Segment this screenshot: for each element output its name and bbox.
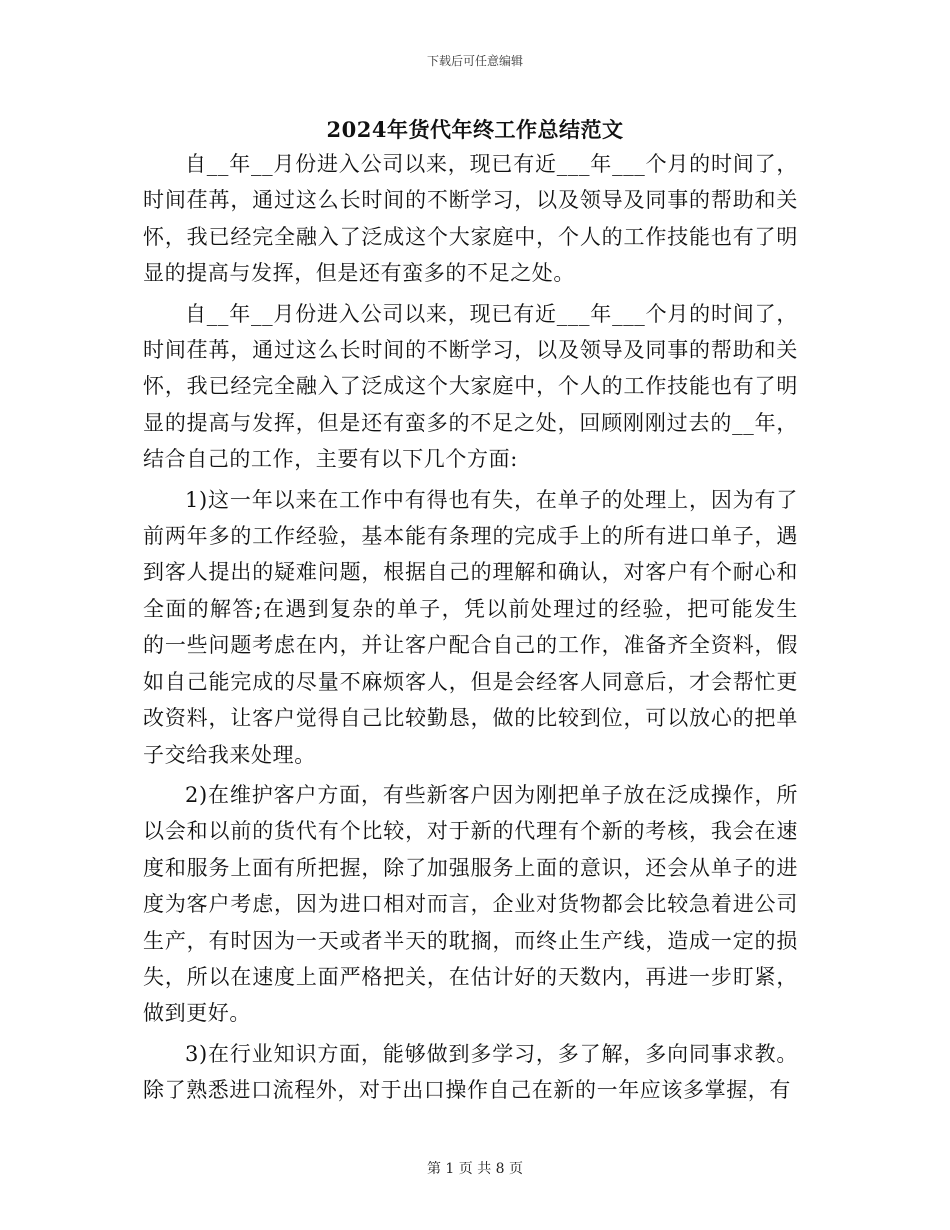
document-title: 2024年货代年终工作总结范文	[326, 117, 624, 142]
paragraph-5: 3)在行业知识方面，能够做到多学习，多了解，多向同事求教。除了熟悉进口流程外，对于出口操作自己在新的一年应该多掌握，有	[143, 1041, 798, 1103]
paragraph-4: 2)在维护客户方面，有些新客户因为刚把单子放在泛成操作，所以会和以前的货代有个比较，对于新的代理有个新的考核，我会在速度和服务上面有所把握，除了加强服务上面的意识，还会从单子的进度为客户考虑，因为进口相对而言，企业对货物都会比较急着进公司生产，有时因为一天或者半天的耽搁，而终止生产线，造成一定的损失，所以在速度上面严格把关，在估计好的天数内，再进一步盯紧，做到更好。	[143, 782, 798, 1026]
paragraph-3: 1)这一年以来在工作中有得也有失，在单子的处理上，因为有了前两年多的工作经验，基本能有条理的完成手上的所有进口单子，遇到客人提出的疑难问题，根据自己的理解和确认，对客户有个耐心和全面的解答;在遇到复杂的单子，凭以前处理过的经验，把可能发生的一些问题考虑在内，并让客户配合自己的工作，准备齐全资料，假如自己能完成的尽量不麻烦客人，但是会经客人同意后，才会帮忙更改资料，让客户觉得自己比较勤恳，做的比较到位，可以放心的把单子交给我来处理。	[143, 487, 798, 767]
page-footer: 第 1 页 共 8 页	[426, 1161, 524, 1177]
header-note: 下载后可任意编辑	[426, 54, 523, 68]
paragraph-1: 自__年__月份进入公司以来，现已有近___年___个月的时间了，时间荏苒，通过这么长时间的不断学习，以及领导及同事的帮助和关怀，我已经完全融入了泛成这个大家庭中，个人的工作技能也有了明显的提高与发挥，但是还有蛮多的不足之处。	[143, 152, 798, 286]
paragraph-2: 自__年__月份进入公司以来，现已有近___年___个月的时间了，时间荏苒，通过这么长时间的不断学习，以及领导及同事的帮助和关怀，我已经完全融入了泛成这个大家庭中，个人的工作技能也有了明显的提高与发挥，但是还有蛮多的不足之处，回顾刚刚过去的__年，结合自己的工作，主要有以下几个方面:	[143, 301, 798, 472]
document-body	[143, 146, 798, 1113]
